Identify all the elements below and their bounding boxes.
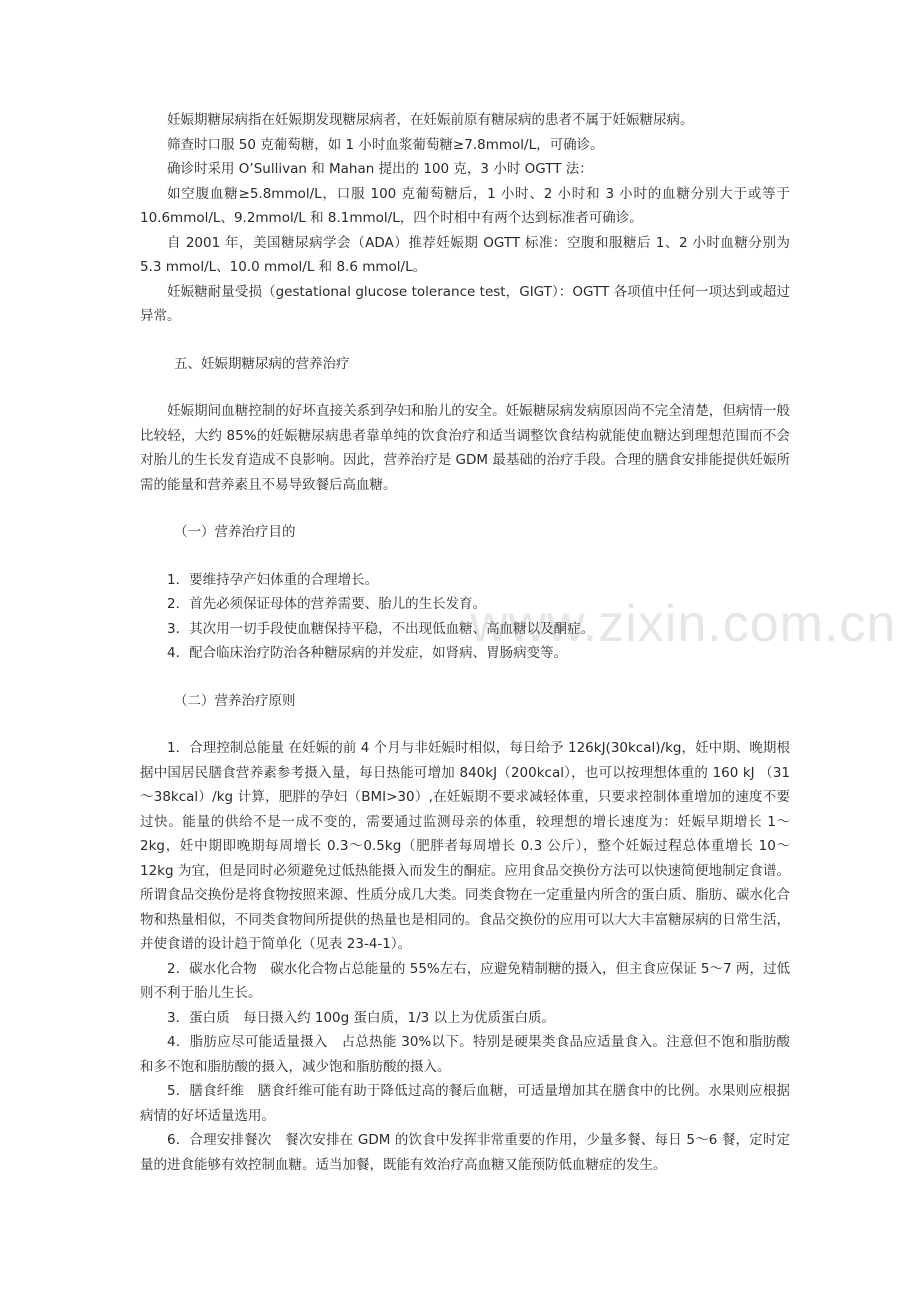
list-item: 4．配合临床治疗防治各种糖尿病的并发症，如肾病、胃肠病变等。 xyxy=(167,645,568,661)
principle-paragraph: 5．膳食纤维 膳食纤维可能有助于降低过高的餐后血糖，可适量增加其在膳食中的比例。水果则应根据病情的好坏适量选用。 xyxy=(140,1083,790,1124)
list-item: 1．要维持孕产妇体重的合理增长。 xyxy=(167,571,379,588)
section-paragraph: 妊娠期间血糖控制的好坏直接关系到孕妇和胎儿的安全。妊娠糖尿病发病原因尚不完全清楚，但病情一般比较轻，大约 85%的妊娠糖尿病患者靠单纯的饮食治疗和适当调整饮食结构就能使血糖达到理想范围而不会对胎儿的生长发育造成不良影响。因此，营养治疗是 GDM 最基础的治疗手段。合理的膳食安排能提供妊娠所需的能量和营养素且不易导致餐后高血糖。 xyxy=(140,403,790,493)
intro-paragraph: 筛查时口服 50 克葡萄糖，如 1 小时血浆葡萄糖≥7.8mmol/L，可确诊。 xyxy=(167,136,604,153)
intro-paragraph: 妊娠糖耐量受损（gestational glucose tolerance test，GIGT）：OGTT 各项值中任何一项达到或超过异常。 xyxy=(140,283,790,324)
section-heading: 五、妊娠期糖尿病的营养治疗 xyxy=(174,355,350,372)
list-item: 2．首先必须保证母体的营养需要、胎儿的生长发育。 xyxy=(167,596,487,612)
subsection-heading-goals: （一）营养治疗目的 xyxy=(174,524,296,540)
principle-paragraph: 2．碳水化合物 碳水化合物占总能量的 55%左右，应避免精制糖的摄入，但主食应保证 5～7 两，过低则不利于胎儿生长。 xyxy=(140,960,790,1001)
principle-paragraph: 6．合理安排餐次 餐次安排在 GDM 的饮食中发挥非常重要的作用，少量多餐、每日 5～6 餐，定时定量的进食能够有效控制血糖。适当加餐，既能有效治疗高血糖又能预防低血糖症的发生。 xyxy=(140,1132,790,1173)
list-item: 3．其次用一切手段使血糖保持平稳，不出现低血糖、高血糖以及酮症。 xyxy=(167,620,595,637)
principle-paragraph: 3．蛋白质 每日摄入约 100g 蛋白质，1/3 以上为优质蛋白质。 xyxy=(167,1009,556,1026)
subsection-heading-principles: （二）营养治疗原则 xyxy=(174,692,296,709)
goals-list xyxy=(140,568,790,666)
intro-paragraph: 如空腹血糖≥5.8mmol/L，口服 100 克葡萄糖后，1 小时、2 小时和 3 小时的血糖分别大于或等于 10.6mmol/L、9.2mmol/L 和 8.1mmol/L，四个时相中有两个达到标准者可确诊。 xyxy=(140,185,790,226)
intro-paragraph: 妊娠期糖尿病指在妊娠期发现糖尿病者，在妊娠前原有糖尿病的患者不属于妊娠糖尿病。 xyxy=(167,112,694,128)
intro-paragraph: 自 2001 年，美国糖尿病学会（ADA）推荐妊娠期 OGTT 标准：空腹和服糖后 1、2 小时血糖分别为 5.3 mmol/L、10.0 mmol/L 和 8.6 mmol/L。 xyxy=(140,234,790,275)
principle-paragraph: 4．脂肪应尽可能适量摄入 占总热能 30%以下。特别是硬果类食品应适量食入。注意但不饱和脂肪酸和多不饱和脂肪酸的摄入，减少饱和脂肪酸的摄入。 xyxy=(140,1034,790,1075)
watermark: www.zixin.com.cn xyxy=(470,595,897,653)
principle-paragraph: 1．合理控制总能量 在妊娠的前 4 个月与非妊娠时相似，每日给予 126kJ(30kcal)/kg，妊中期、晚期根据中国居民膳食营养素参考摄入量，每日热能可增加 840kJ（200kcal），也可以按理想体重的 160 kJ （31～38kcal）/kg 计算，肥胖的孕妇（BMI>30）,在妊娠期不要求减轻体重，只要求控制体重增加的速度不要过快。能量的供给不是一成不变的，需要通过监测母亲的体重，较理想的增长速度为：妊娠早期增长 1～2kg，妊中期即晚期每周增长 0.3～0.5kg（肥胖者每周增长 0.3 公斤），整个妊娠过程总体重增长 10～12kg 为宜，但是同时必须避免过低热能摄入而发生的酮症。应用食品交换份方法可以快速简便地制定食谱。所谓食品交换份是将食物按照来源、性质分成几大类。同类食物在一定重量内所含的蛋白质、脂肪、碳水化合物和热量相似，不同类食物间所提供的热量也是相同的。食品交换份的应用可以大大丰富糖尿病的日常生活，并使食谱的设计趋于简单化（见表 23-4-1）。 xyxy=(140,740,790,952)
intro-paragraph: 确诊时采用 O’Sullivan 和 Mahan 提出的 100 克，3 小时 OGTT 法： xyxy=(167,161,593,177)
document-body xyxy=(140,108,790,1177)
